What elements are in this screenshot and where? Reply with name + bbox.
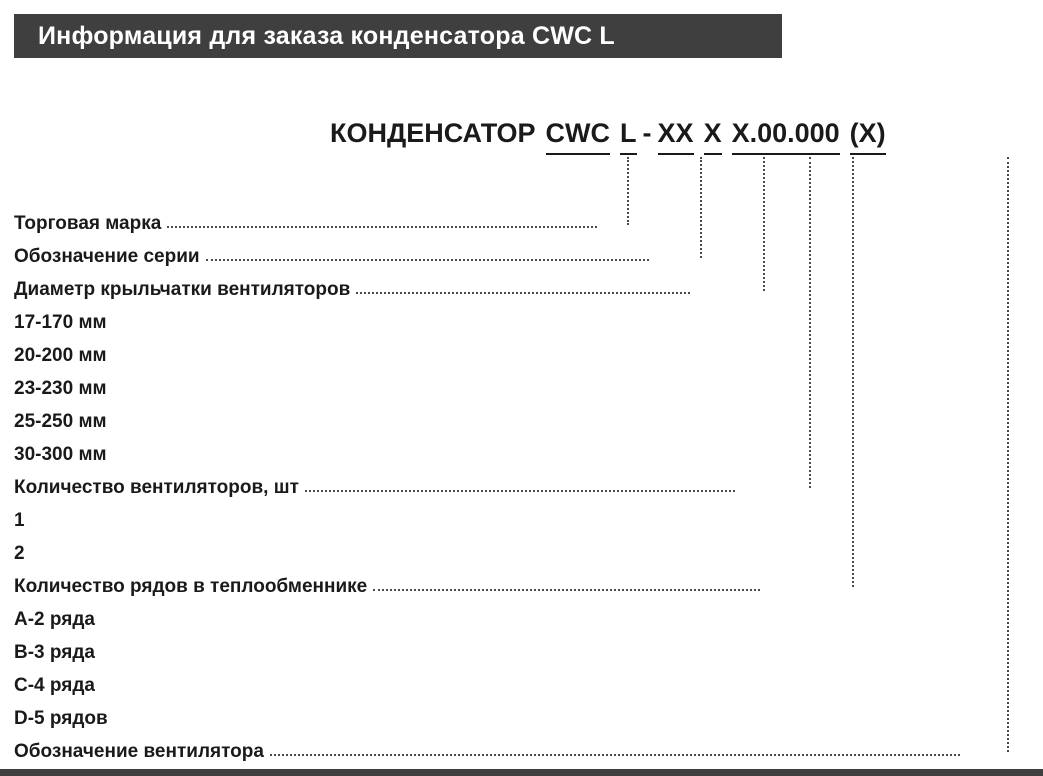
code-segment-brand: CWC (545, 118, 611, 148)
leader-line (356, 291, 690, 294)
code-segment-fan-diameter: XX (657, 118, 694, 148)
code-segment-rows: X.00.000 (731, 118, 840, 148)
leader-line (167, 225, 597, 228)
legend-label: Количество вентиляторов, шт (14, 477, 305, 499)
legend-label: B-3 ряда (14, 642, 101, 664)
legend-row-option (14, 504, 1029, 537)
legend-row-option (14, 339, 1029, 372)
leader-line (206, 258, 649, 261)
legend-row-fan-count (14, 471, 1029, 504)
legend-row-option (14, 306, 1029, 339)
legend-label: 2 (14, 543, 31, 565)
legend-row-option (14, 537, 1029, 570)
legend-label: Диаметр крыльчатки вентиляторов (14, 279, 356, 301)
leader-line (305, 489, 735, 492)
legend-label: 1 (14, 510, 31, 532)
code-segment-dash: - (642, 118, 652, 148)
legend-row-option (14, 702, 1029, 735)
legend-label: 17-170 мм (14, 312, 113, 334)
legend-label: 20-200 мм (14, 345, 113, 367)
legend-label: Обозначение вентилятора (14, 741, 270, 763)
code-segment-fan-count: X (703, 118, 722, 148)
legend-row-option (14, 603, 1029, 636)
leader-line (373, 588, 760, 591)
legend-label: 25-250 мм (14, 411, 113, 433)
legend-row-brand (14, 207, 1029, 240)
legend-row-fan-designation (14, 735, 1029, 768)
legend-row-rows-count (14, 570, 1029, 603)
legend-rows (14, 207, 1029, 768)
legend-row-option (14, 405, 1029, 438)
leader-line (270, 753, 960, 756)
code-product-word: КОНДЕНСАТОР (330, 118, 536, 148)
code-segment-series: L (620, 118, 637, 148)
legend-row-option (14, 669, 1029, 702)
legend-row-option (14, 372, 1029, 405)
legend-row-series (14, 240, 1029, 273)
code-segment-fan-designation: (X) (849, 118, 886, 148)
legend-label: D-5 рядов (14, 708, 114, 730)
legend-label: A-2 ряда (14, 609, 101, 631)
legend-row-fan-diameter (14, 273, 1029, 306)
page-title: Информация для заказа конденсатора CWC L (38, 21, 615, 50)
legend-label: 23-230 мм (14, 378, 113, 400)
legend-label: 30-300 мм (14, 444, 113, 466)
legend-label: C-4 ряда (14, 675, 101, 697)
header-banner (14, 14, 782, 58)
legend-row-option (14, 636, 1029, 669)
legend-label: Обозначение серии (14, 246, 206, 268)
legend-label: Количество рядов в теплообменнике (14, 576, 373, 598)
legend-row-option (14, 438, 1029, 471)
legend-label: Торговая марка (14, 213, 167, 235)
product-code-line (330, 118, 896, 149)
bottom-divider (0, 769, 1043, 776)
